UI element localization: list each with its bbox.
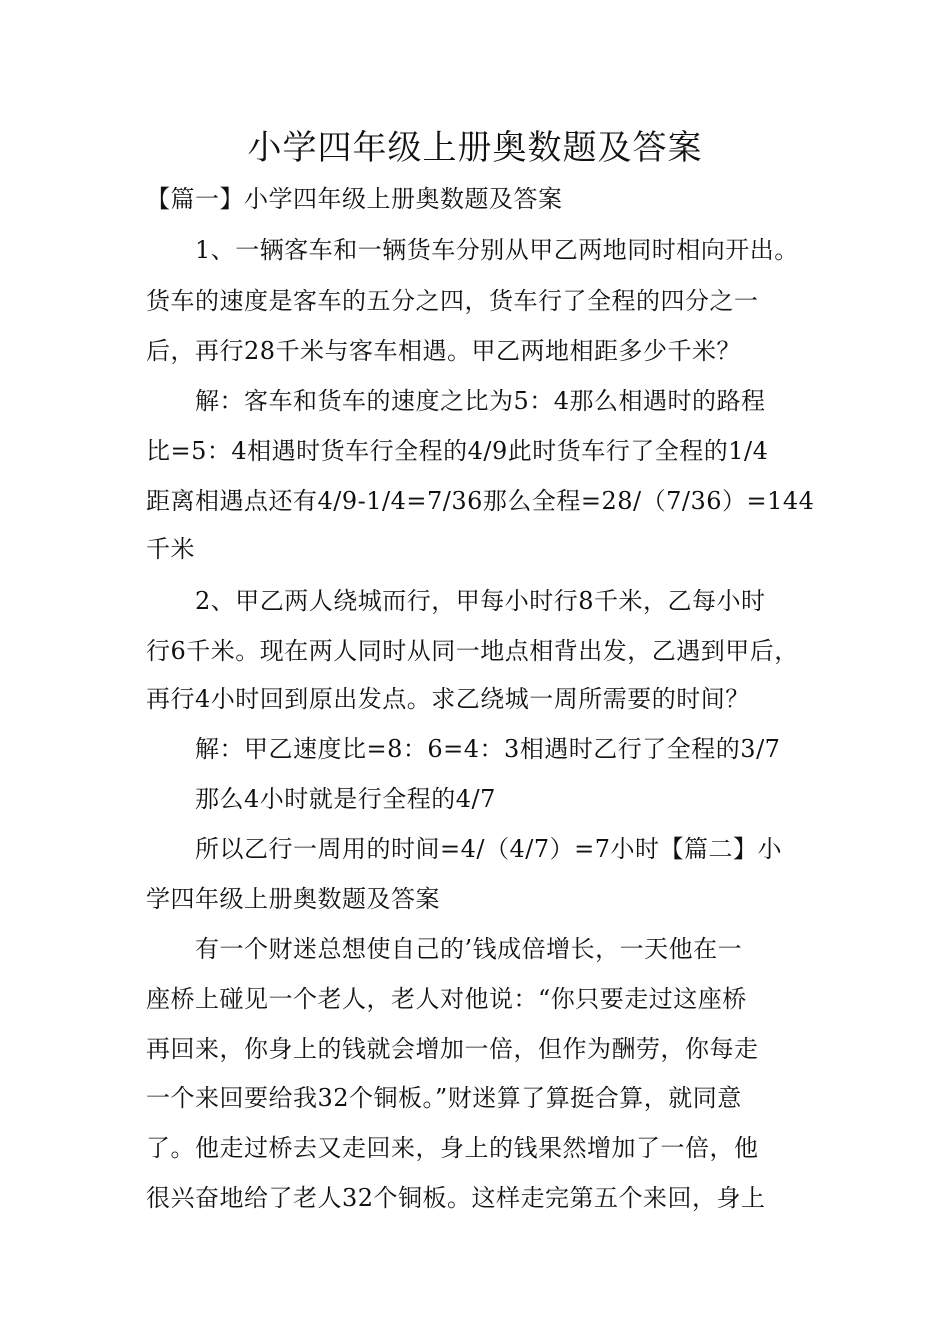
paragraph-line: 后，再行28千米与客车相遇。甲乙两地相距多少千米？ xyxy=(146,337,742,365)
paragraph-line: 2、甲乙两人绕城而行，甲每小时行8千米，乙每小时 xyxy=(195,587,766,615)
paragraph-line: 距离相遇点还有4/9-1/4=7/36那么全程=28/（7/36）=144 xyxy=(146,487,815,515)
paragraph-line: 了。他走过桥去又走回来，身上的钱果然增加了一倍，他 xyxy=(146,1134,759,1162)
paragraph-line: 解：甲乙速度比=8：6=4：3相遇时乙行了全程的3/7 xyxy=(195,735,781,763)
paragraph-line: 很兴奋地给了老人32个铜板。这样走完第五个来回，身上 xyxy=(146,1184,766,1212)
paragraph-line: 行6千米。现在两人同时从同一地点相背出发，乙遇到甲后， xyxy=(146,637,799,665)
paragraph-line: 所以乙行一周用的时间=4/（4/7）=7小时【篇二】小 xyxy=(195,835,782,863)
paragraph-line: 学四年级上册奥数题及答案 xyxy=(146,885,440,913)
paragraph-line: 1、一辆客车和一辆货车分别从甲乙两地同时相向开出。 xyxy=(195,236,799,264)
paragraph-line: 千米 xyxy=(146,535,195,563)
section-heading-1: 【篇一】小学四年级上册奥数题及答案 xyxy=(146,185,563,213)
paragraph-line: 比=5：4相遇时货车行全程的4/9此时货车行了全程的1/4 xyxy=(146,437,769,465)
paragraph-line: 有一个财迷总想使自己的’钱成倍增长，一天他在一 xyxy=(195,935,743,963)
paragraph-line: 再回来，你身上的钱就会增加一倍，但作为酬劳，你每走 xyxy=(146,1035,759,1063)
paragraph-line: 再行4小时回到原出发点。求乙绕城一周所需要的时间？ xyxy=(146,685,750,713)
paragraph-line: 解：客车和货车的速度之比为5：4那么相遇时的路程 xyxy=(195,387,766,415)
document-title: 小学四年级上册奥数题及答案 xyxy=(247,128,703,168)
paragraph-line: 座桥上碰见一个老人，老人对他说：“你只要走过这座桥 xyxy=(146,985,747,1013)
paragraph-line: 那么4小时就是行全程的4/7 xyxy=(195,785,496,813)
paragraph-line: 一个来回要给我32个铜板。”财迷算了算挺合算，就同意 xyxy=(146,1084,742,1112)
paragraph-line: 货车的速度是客车的五分之四，货车行了全程的四分之一 xyxy=(146,287,759,315)
